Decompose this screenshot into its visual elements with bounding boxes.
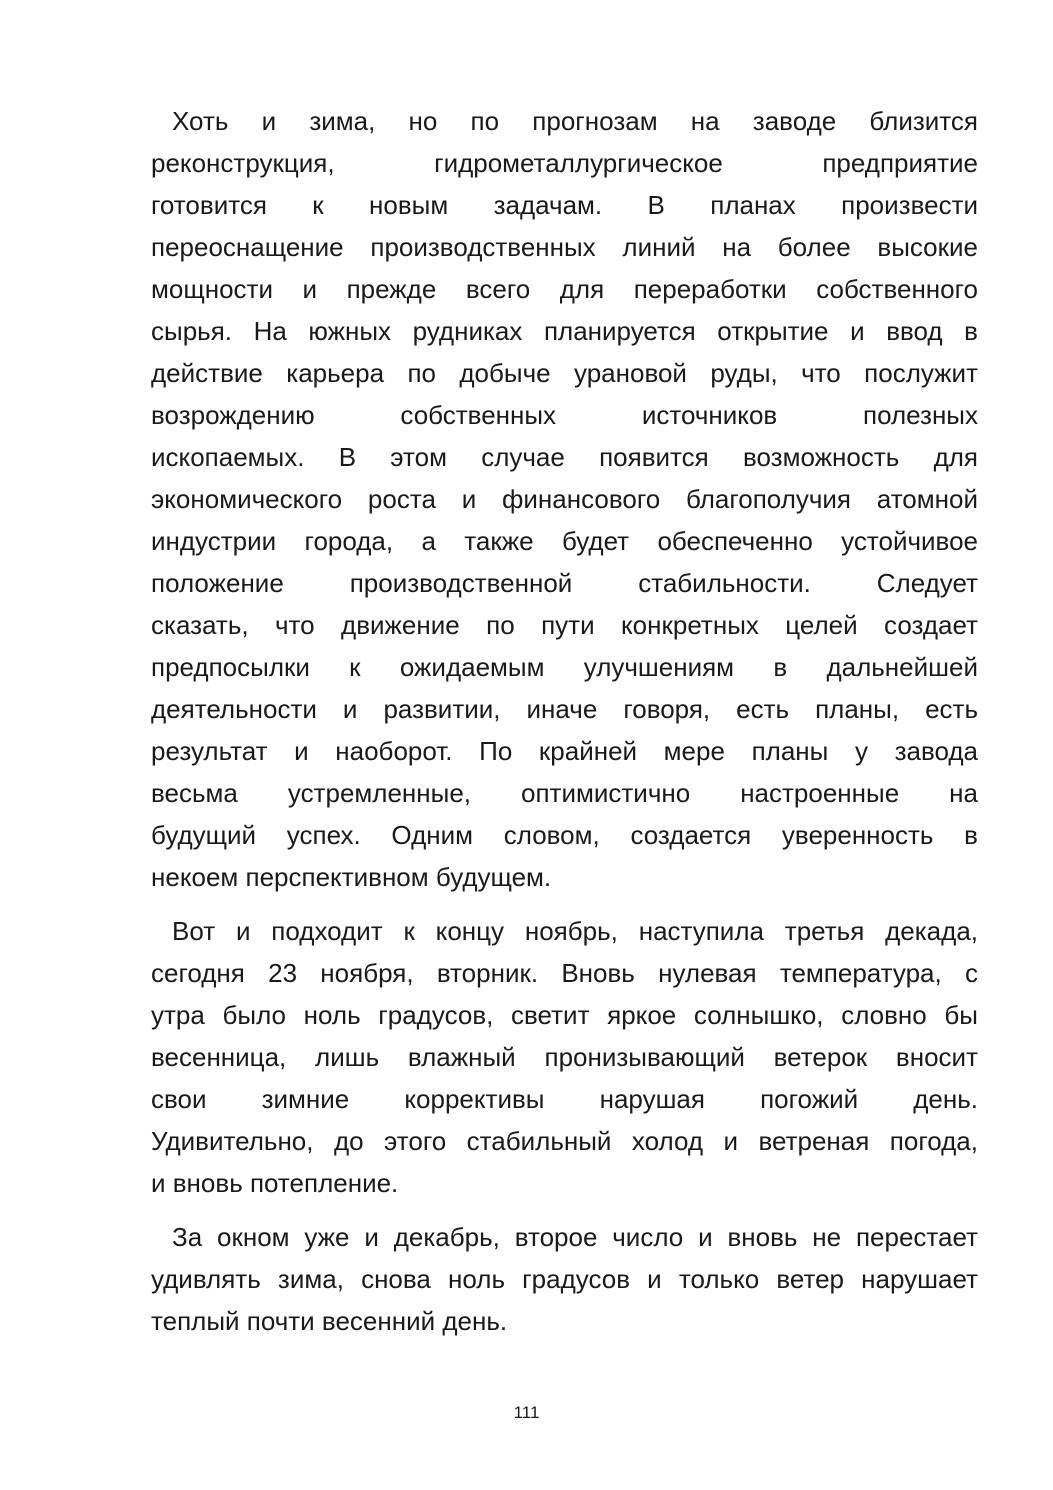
text-line: весьма устремленные, оптимистично настроенные на — [151, 778, 978, 808]
text-line: предпосылки к ожидаемым улучшениям в дальнейшей — [151, 652, 978, 682]
paragraph — [151, 1216, 978, 1342]
text-line: Хоть и зима, но по прогнозам на заводе близится — [172, 106, 978, 136]
text-line: деятельности и развитии, иначе говоря, есть планы, есть — [151, 694, 978, 724]
text-line: За окном уже и декабрь, второе число и вновь не перестает — [172, 1222, 978, 1252]
text-line: сырья. На южных рудниках планируется открытие и ввод в — [151, 316, 978, 346]
text-line: и вновь потепление. — [151, 1168, 399, 1198]
text-line: индустрии города, а также будет обеспеченно устойчивое — [151, 526, 978, 556]
text-line: переоснащение производственных линий на более высокие — [151, 232, 978, 262]
text-line: результат и наоборот. По крайней мере планы у завода — [151, 736, 978, 766]
text-line: удивлять зима, снова ноль градусов и только ветер нарушает — [151, 1264, 978, 1294]
text-line: свои зимние коррективы нарушая погожий день. — [151, 1084, 978, 1114]
text-line: Вот и подходит к концу ноябрь, наступила третья декада, — [172, 916, 978, 946]
text-line: мощности и прежде всего для переработки собственного — [151, 274, 978, 304]
text-line: возрождению собственных источников полезных — [151, 400, 978, 430]
text-line: некоем перспективном будущем. — [151, 862, 552, 892]
text-line: ископаемых. В этом случае появится возможность для — [151, 442, 978, 472]
text-line: сегодня 23 ноября, вторник. Вновь нулевая температура, с — [151, 958, 978, 988]
text-line: теплый почти весенний день. — [151, 1306, 508, 1336]
text-line: весенница, лишь влажный пронизывающий ветерок вносит — [151, 1042, 978, 1072]
text-line: действие карьера по добыче урановой руды, что послужит — [151, 358, 978, 388]
text-line: будущий успех. Одним словом, создается уверенность в — [151, 820, 978, 850]
text-line: положение производственной стабильности. Следует — [151, 568, 978, 598]
page-number: 111 — [513, 1403, 540, 1422]
text-line: реконструкция, гидрометаллургическое предприятие — [151, 148, 978, 178]
text-line: утра было ноль градусов, светит яркое солнышко, словно бы — [151, 1000, 978, 1030]
paragraph — [151, 100, 978, 898]
text-line: сказать, что движение по пути конкретных целей создает — [151, 610, 978, 640]
body-text — [151, 100, 978, 1342]
text-line: экономического роста и финансового благополучия атомной — [151, 484, 978, 514]
paragraph — [151, 910, 978, 1204]
text-line: Удивительно, до этого стабильный холод и ветреная погода, — [151, 1126, 978, 1156]
text-line: готовится к новым задачам. В планах произвести — [151, 190, 978, 220]
